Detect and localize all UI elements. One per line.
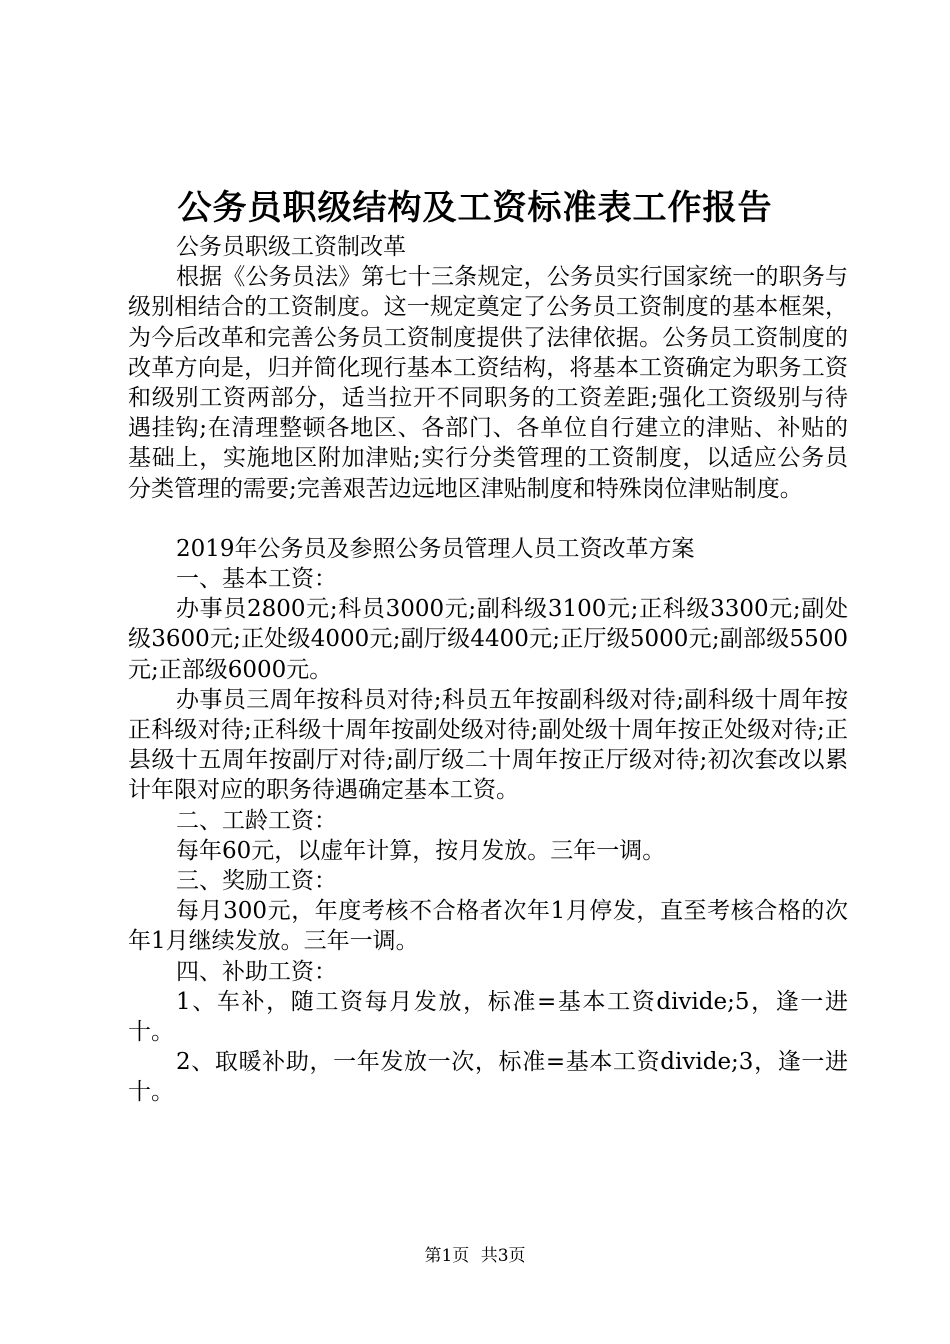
page-total: 共3页 bbox=[480, 1246, 526, 1266]
body-paragraph: 每月300元，年度考核不合格者次年1月停发，直至考核合格的次年1月继续发放。三年一调。 bbox=[128, 898, 848, 955]
section-heading: 四、补助工资： bbox=[176, 958, 337, 985]
body-paragraph: 办事员2800元;科员3000元;副科级3100元;正科级3300元;副处级3600元;正处级4000元;副厅级4400元;正厅级5000元;副部级5500元;正部级6000元。 bbox=[128, 596, 848, 683]
section-heading: 一、基本工资： bbox=[176, 566, 337, 593]
page-footer bbox=[0, 1244, 950, 1268]
section-heading: 三、奖励工资： bbox=[176, 868, 337, 895]
body-paragraph: 办事员三周年按科员对待;科员五年按副科级对待;副科级十周年按正科级对待;正科级十周年按副处级对待;副处级十周年按正处级对待;正县级十五周年按副厅对待;副厅级二十周年按正厅级对待;初次套改以累计年限对应的职务待遇确定基本工资。 bbox=[128, 686, 848, 804]
body-paragraph: 每年60元，以虚年计算，按月发放。三年一调。 bbox=[176, 837, 666, 864]
section-heading: 二、工龄工资： bbox=[176, 807, 337, 834]
body-paragraph: 2、取暖补助，一年发放一次，标准=基本工资divide;3，逢一进十。 bbox=[128, 1049, 848, 1106]
section-heading: 公务员职级工资制改革 bbox=[176, 234, 406, 260]
document-body bbox=[128, 232, 848, 1108]
page-number: 第1页 bbox=[424, 1246, 470, 1266]
document-title: 公务员职级结构及工资标准表工作报告 bbox=[177, 188, 773, 228]
body-paragraph: 1、车补，随工资每月发放，标准=基本工资divide;5，逢一进十。 bbox=[128, 988, 848, 1046]
body-paragraph: 根据《公务员法》第七十三条规定，公务员实行国家统一的职务与级别相结合的工资制度。这一规定奠定了公务员工资制度的基本框架，为今后改革和完善公务员工资制度提供了法律依据。公务员工资制度的改革方向是，归并简化现行基本工资结构，将基本工资确定为职务工资和级别工资两部分，适当拉开不同职务的工资差距;强化工资级别与待遇挂钩;在清理整顿各地区、各部门、各单位自行建立的津贴、补贴的基础上，实施地区附加津贴;实行分类管理的工资制度，以适应公务员分类管理的需要;完善艰苦边远地区津贴制度和特殊岗位津贴制度。 bbox=[128, 264, 848, 502]
plan-heading: 2019年公务员及参照公务员管理人员工资改革方案 bbox=[176, 535, 695, 562]
